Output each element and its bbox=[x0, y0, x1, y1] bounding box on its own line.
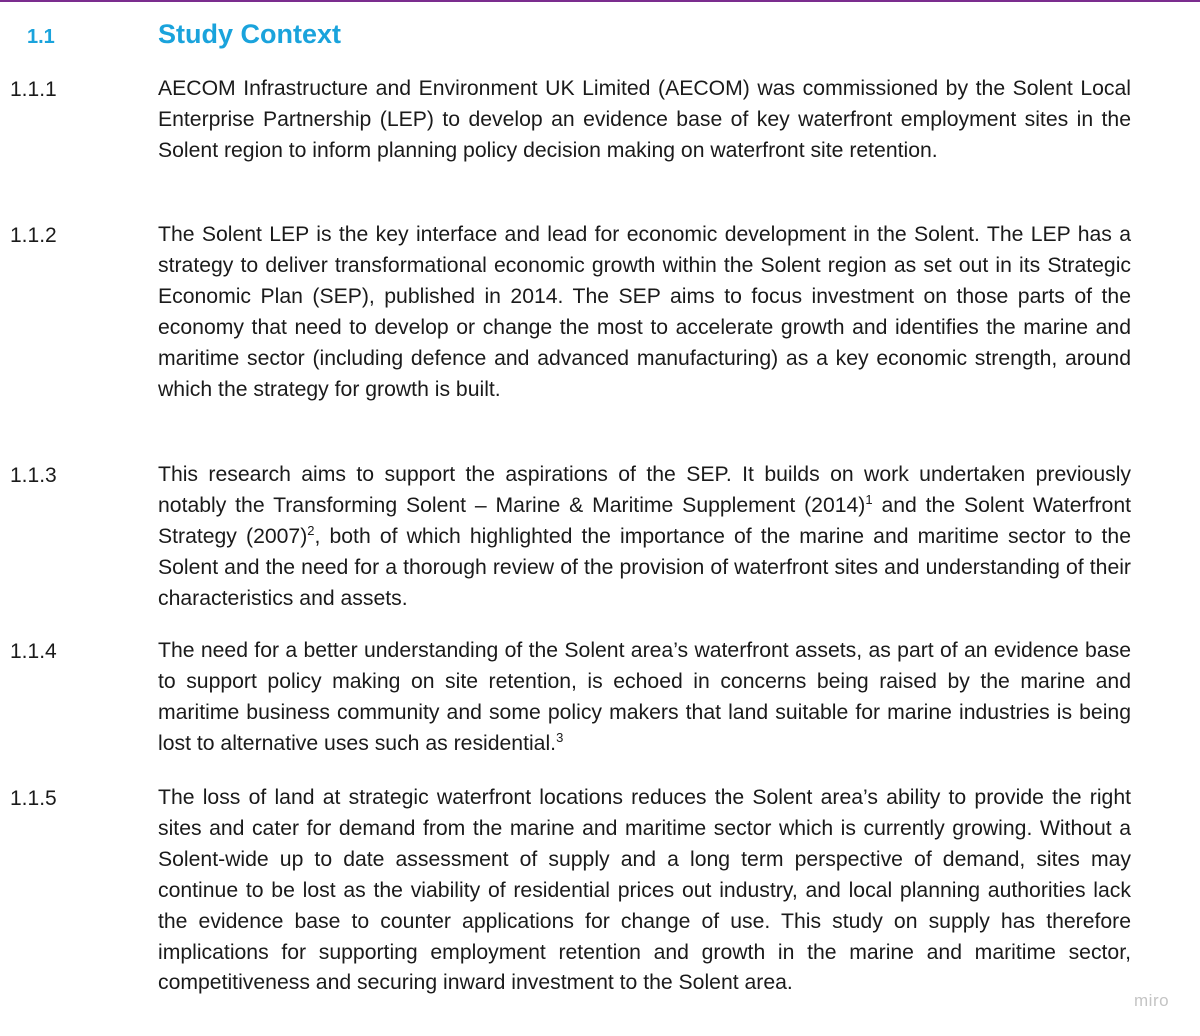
paragraph-text: AECOM Infrastructure and Environment UK Limited (AECOM) was commissioned by the Solent Local Enterprise Partnership (LEP) to develop an evidence base of key waterfront employment sites in the Solent region to inform planning policy decision making on waterfront site retention. bbox=[158, 77, 1131, 162]
paragraph-number: 1.1.1 bbox=[10, 78, 57, 101]
miro-watermark: miro bbox=[1134, 991, 1170, 1010]
footnote-ref-1[interactable]: 1 bbox=[865, 491, 873, 507]
paragraph-number: 1.1.2 bbox=[10, 224, 57, 247]
paragraph-text-part: This research aims to support the aspirations of the SEP. It builds on work undertaken previously notably the Transforming Solent – Marine & Maritime Supplement (2014) bbox=[158, 463, 1131, 517]
paragraph-text: The Solent LEP is the key interface and lead for economic development in the Solent. The LEP has a strategy to deliver transformational economic growth within the Solent region as set out in its Strategic Economic Plan (SEP), published in 2014. The SEP aims to focus investment on those parts of the economy that need to develop or change the most to accelerate growth and identifies the marine and maritime sector (including defence and advanced manufacturing) as a key economic strength, around which the strategy for growth is built. bbox=[158, 223, 1131, 401]
section-title: Study Context bbox=[158, 19, 342, 49]
footnote-ref-2[interactable]: 2 bbox=[307, 522, 315, 538]
footnote-ref-3[interactable]: 3 bbox=[556, 729, 564, 745]
paragraph-number: 1.1.4 bbox=[10, 640, 57, 663]
paragraph-text-part: The need for a better understanding of the Solent area’s waterfront assets, as part of an evidence base to support policy making on site retention, is echoed in concerns being raised by the marine and maritime business community and some policy makers that land suitable for marine industries is being lost to alternative uses such as residential. bbox=[158, 639, 1131, 755]
paragraph-text-part: and the Solent Waterfront Strategy (2007) bbox=[158, 493, 1131, 548]
section-number: 1.1 bbox=[27, 26, 55, 48]
paragraph-text-part: , both of which highlighted the importance of the marine and maritime sector to the Solent and the need for a thorough review of the provision of waterfront sites and understanding of their characteristics and assets. bbox=[158, 524, 1131, 610]
paragraph-text bbox=[158, 460, 1131, 615]
paragraph-text bbox=[158, 636, 1131, 760]
paragraph-number: 1.1.3 bbox=[10, 464, 57, 487]
top-rule bbox=[0, 0, 1200, 2]
paragraph-text: The loss of land at strategic waterfront locations reduces the Solent area’s ability to provide the right sites and cater for demand from the marine and maritime sector which is currently growing. Without a Solent-wide up to date assessment of supply and a long term perspective of demand, sites may continue to be lost as the viability of residential prices out industry, and local planning authorities lack the evidence base to counter applications for change of use. This study on supply has therefore implications for supporting employment retention and growth in the marine and maritime sector, competitiveness and securing inward investment to the Solent area. bbox=[158, 786, 1131, 995]
paragraph-number: 1.1.5 bbox=[10, 787, 57, 810]
